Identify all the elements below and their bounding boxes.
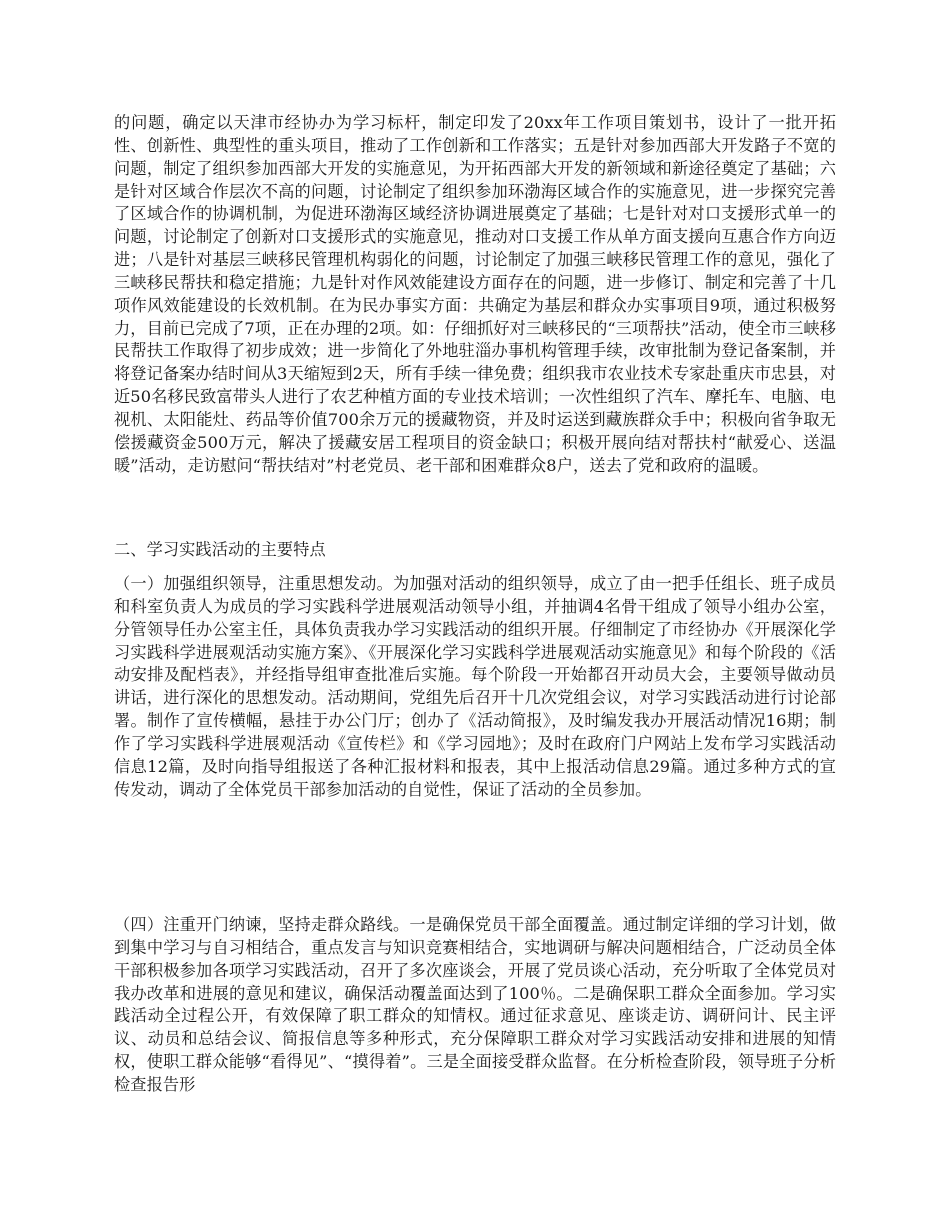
body-paragraph-3: （四）注重开门纳谏，坚持走群众路线。一是确保党员干部全面覆盖。通过制定详细的学习计划，做到集中学习与自习相结合，重点发言与知识竞赛相结合，实地调研与解决问题相结合，广泛动员全体干部积极参加各项学习实践活动，召开了多次座谈会，开展了党员谈心活动，充分听取了全体党员对我办改革和进展的意见和建议，确保活动覆盖面达到了100％。二是确保职工群众全面参加。学习实践活动全过程公开，有效保障了职工群众的知情权。通过征求意见、座谈走访、调研问计、民主评议、动员和总结会议、简报信息等多种形式，充分保障职工群众对学习实践活动安排和进展的知情权，使职工群众能够“看得见”、“摸得着”。三是全面接受群众监督。在分析检查阶段，领导班子分析检查报告形	[114, 915, 836, 1094]
body-paragraph-1: 的问题，确定以天津市经协办为学习标杆，制定印发了20xx年工作项目策划书，设计了一批开拓性、创新性、典型性的重头项目，推动了工作创新和工作落实；五是针对参加西部大开发路子不宽的问题，制定了组织参加西部大开发的实施意见，为开拓西部大开发的新领域和新途径奠定了基础；六是针对区域合作层次不高的问题，讨论制定了组织参加环渤海区域合作的实施意见，进一步探究完善了区域合作的协调机制，为促进环渤海区域经济协调进展奠定了基础；七是针对对口支援形式单一的问题，讨论制定了创新对口支援形式的实施意见，推动对口支援工作从单方面支援向互惠合作方向迈进；八是针对基层三峡移民管理机构弱化的问题，讨论制定了加强三峡移民管理工作的意见，强化了三峡移民帮扶和稳定措施；九是针对作风效能建设方面存在的问题，进一步修订、制定和完善了十几项作风效能建设的长效机制。在为民办事实方面：共确定为基层和群众办实事项目9项，通过积极努力，目前已完成了7项，正在办理的2项。如：仔细抓好对三峡移民的“三项帮扶”活动，使全市三峡移民帮扶工作取得了初步成效；进一步简化了外地驻淄办事机构管理手续，改审批制为登记备案制，并将登记备案办结时间从3天缩短到2天，所有手续一律免费；组织我市农业技术专家赴重庆市忠县，对近50名移民致富带头人进行了农艺种植方面的专业技术培训；一次性组织了汽车、摩托车、电脑、电视机、太阳能灶、药品等价值700余万元的援藏物资，并及时运送到藏族群众手中；积极向省争取无偿援藏资金500万元，解决了援藏安居工程项目的资金缺口；积极开展向结对帮扶村“献爱心、送温暖”活动，走访慰问“帮扶结对”村老党员、老干部和困难群众8户，送去了党和政府的温暖。	[114, 113, 836, 475]
body-paragraph-2: （一）加强组织领导，注重思想发动。为加强对活动的组织领导，成立了由一把手任组长、班子成员和科室负责人为成员的学习实践科学进展观活动领导小组，并抽调4名骨干组成了领导小组办公室，分管领导任办公室主任，具体负责我办学习实践活动的组织开展。仔细制定了市经协办《开展深化学习实践科学进展观活动实施方案》、《开展深化学习实践科学进展观活动实施意见》和每个阶段的《活动安排及配档表》，并经指导组审查批准后实施。每个阶段一开始都召开动员大会，主要领导做动员讲话，进行深化的思想发动。活动期间，党组先后召开十几次党组会议，对学习实践活动进行讨论部署。制作了宣传横幅，悬挂于办公门厅；创办了《活动简报》，及时编发我办开展活动情况16期；制作了学习实践科学进展观活动《宣传栏》和《学习园地》；及时在政府门户网站上发布学习实践活动信息12篇，及时向指导组报送了各种汇报材料和报表，其中上报活动信息29篇。通过多种方式的宣传发动，调动了全体党员干部参加活动的自觉性，保证了活动的全员参加。	[114, 574, 836, 799]
section-heading: 二、学习实践活动的主要特点	[114, 540, 326, 559]
